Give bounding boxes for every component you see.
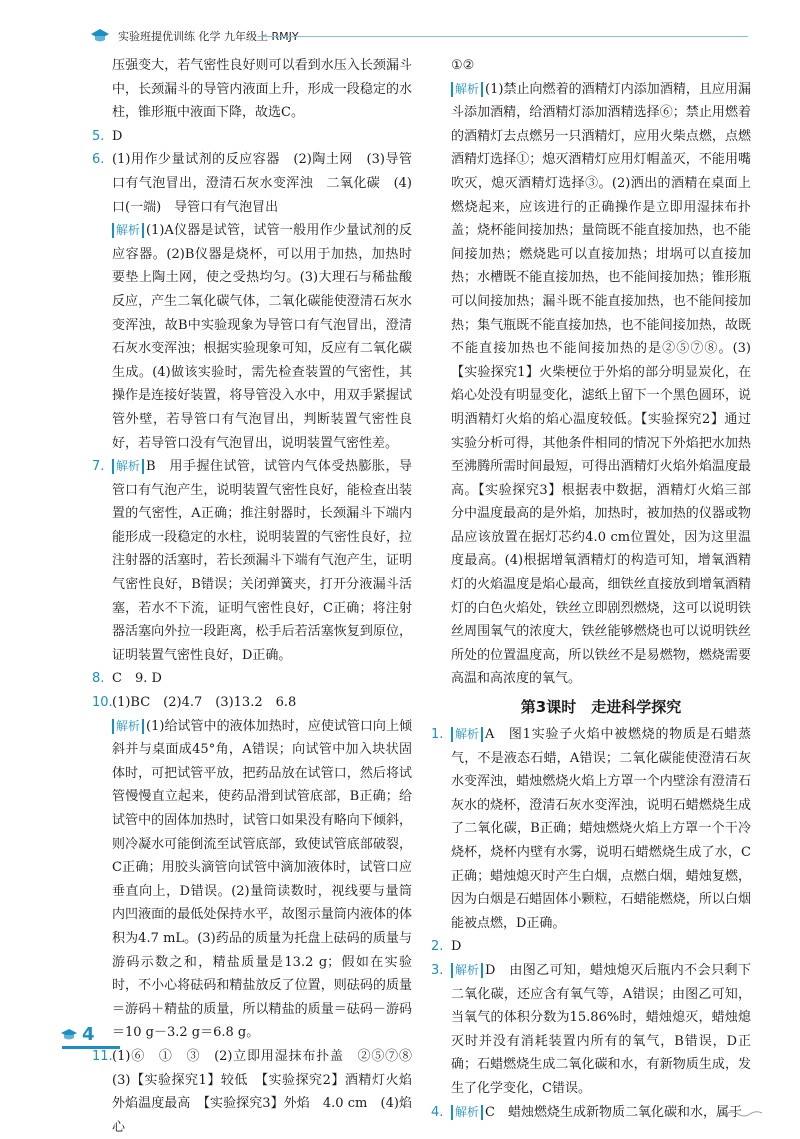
analysis-tag: 解析	[451, 727, 483, 742]
right-column	[431, 54, 751, 1124]
analysis-tag: 解析	[451, 82, 483, 97]
answer-item: 8. C 9. D	[92, 671, 162, 687]
analysis-tag: 解析	[112, 459, 144, 474]
answer-item: 5. D	[92, 128, 123, 144]
analysis-tag: 解析	[451, 963, 483, 978]
graduation-cap-icon	[90, 28, 110, 44]
explanation-item: 解析 (1)给试管中的液体加热时，应使试管口向上倾斜并与桌面成45°角，A错误；向试管中加入块状固体时，可把试管平放，把药品放在试管口，然后将试管慢慢直立起来，使药品滑到试管底部，B正确；给试管中的固体加热时，试管口如果没有略向下倾斜，则冷凝水可能倒流至试管底部，致使试管底部破裂，C正确；用胶头滴管向试管中滴加液体时，试管口应垂直向上，D错误。(2)量筒读数时，视线要与量筒内凹液面的最低处保持水平，故图示量筒内液体的体积为4.7 mL。(3)药品的质量为托盘上砝码的质量与游码示数之和，精盐质量是13.2 g；假如在实验时，不小心将砝码和精盐放反了位置，则砝码的质量＝游码＋精盐的质量，所以精盐的质量＝砝码－游码＝10 g－3.2 g＝6.8 g。	[112, 718, 412, 1041]
section-title: 第3课时 走进科学探究	[520, 698, 682, 717]
analysis-tag: 解析	[112, 719, 144, 734]
page-number-underline	[62, 1046, 120, 1049]
answer-item: 7. 解析 B 用手握住试管，试管内气体受热膨胀，导管口有气泡产生，说明装置气密性良好，能检查出装置的气密性，A正确；推注射器时，长颈漏斗下端内能形成一段稳定的水柱，说明装置的气密性良好，拉注射器的活塞时，若长颈漏斗下端有气泡产生，证明气密性良好，B错误；关闭弹簧夹，打开分液漏斗活塞，若水不下流，证明气密性良好，C正确；将注射器活塞向外拉一段距离，松手后若活塞恢复到原位，证明装置气密性良好，D正确。	[92, 459, 412, 663]
answer-item: 10.(1)BC (2)4.7 (3)13.2 6.8	[92, 695, 297, 711]
analysis-tag: 解析	[112, 223, 144, 238]
answer-item: 4. 解析 C 蜡烛燃烧生成新物质二氧化碳和水，属于	[431, 1104, 742, 1120]
header-title: 实验班提优训练 化学 九年级上 RMJY	[118, 30, 299, 43]
explanation-item: 解析 (1)A仪器是试管，试管一般用作少量试剂的反应容器。(2)B仪器是烧杯，可以用于加热，加热时要垫上陶土网，使之受热均匀。(3)大理石与稀盐酸反应，产生二氧化碳气体，二氧化碳能使澄清石灰水变浑浊，故B中实验现象为导管口有气泡冒出，澄清石灰水变浑浊；根据实验现象可知，反应有二氧化碳生成。(4)做该实验时，需先检查装置的气密性，其操作是连接好装置，将导管没入水中，用双手紧握试管外壁，若导管口有气泡冒出，判断装置气密性良好，若导管口没有气泡冒出，说明装置气密性差。	[112, 223, 412, 451]
graduation-cap-icon	[60, 1028, 78, 1042]
page-number-badge	[60, 1024, 95, 1045]
page-number: 4	[82, 1024, 95, 1045]
answer-item: 6. (1)用作少量试剂的反应容器 (2)陶土网 (3)导管口有气泡冒出，澄清石灰水变浑浊 二氧化碳 (4)口(一端) 导管口有气泡冒出	[92, 152, 412, 215]
analysis-tag: 解析	[451, 1105, 483, 1120]
answer-item: 3. 解析 D 由图乙可知，蜡烛熄灭后瓶内不会只剩下二氧化碳，还应含有氧气等，A错误；由图乙可知，当氧气的体积分数为15.86%时，蜡烛熄灭，蜡烛熄灭时并没有消耗装置内所有的氧气，B错误，D正确；石蜡燃烧生成二氧化碳和水，有新物质生成，发生了化学变化，C错误。	[431, 962, 751, 1096]
answer-item: 11.(1)⑥ ① ③ (2)立即用湿抹布扑盖 ②⑤⑦⑧ (3)【实验探究1】较低 【实验探究2】酒精灯火焰外焰温度最高 【实验探究3】外焰 4.0 cm (4)焰心	[92, 1048, 426, 1135]
answer-item: 1. 解析 A 图1实验子火焰中被燃烧的物质是石蜡蒸气，不是液态石蜡，A错误；二氧化碳能使澄清石灰水变浑浊，蜡烛燃烧火焰上方罩一个内壁涂有澄清石灰水的烧杯，澄清石灰水变浑浊，说明石蜡燃烧生成了二氧化碳，B正确；蜡烛燃烧火焰上方罩一个干冷烧杯，烧杯内壁有水雾，说明石蜡燃烧生成了水，C正确；蜡烛熄灭时产生白烟，点燃白烟，蜡烛复燃，因为白烟是石蜡固体小颗粒，石蜡能燃烧，所以白烟能被点燃，D正确。	[431, 727, 751, 931]
explanation-item: 解析 (1)禁止向燃着的酒精灯内添加酒精，且应用漏斗添加酒精，给酒精灯添加酒精选择⑥；禁止用燃着的酒精灯去点燃另一只酒精灯，应用火柴点燃，点燃酒精灯选择①；熄灭酒精灯应用灯帽盖灭，不能用嘴吹灭，熄灭酒精灯选择③。(2)洒出的酒精在桌面上燃烧起来，应该进行的正确操作是立即用湿抹布扑盖；烧杯能间接加热；量筒既不能直接加热，也不能间接加热；燃烧匙可以直接加热；坩埚可以直接加热；水槽既不能直接加热，也不能间接加热；锥形瓶可以间接加热；漏斗既不能直接加热，也不能间接加热；集气瓶既不能直接加热，也不能间接加热，故既不能直接加热也不能间接加热的是②⑤⑦⑧。(3)【实验探究1】火柴梗位于外焰的部分明显炭化，在焰心处没有明显变化，滤纸上留下一个黑色圆环，说明酒精灯火焰的焰心温度较低。【实验探究2】通过实验分析可得，其他条件相同的情况下外焰把水加热至沸腾所需时间最短，可得出酒精灯火焰外焰温度最高。【实验探究3】根据表中数据，酒精灯火焰三部分中温度最高的是外焰，加热时，被加热的仪器或物品应该放置在据灯芯约4.0 cm位置处，因为这里温度最高。(4)根据增氧酒精灯的构造可知，增氧酒精灯的火焰温度是焰心最高，细铁丝直接放到增氧酒精灯的白色火焰处，铁丝立即剧烈燃烧，这可以说明铁丝周围氧气的浓度大，铁丝能够燃烧也可以说明铁丝所处的位置温度高，所以铁丝不是易燃物，燃烧需要高温和高浓度的氧气。	[451, 81, 751, 687]
header-divider	[258, 36, 748, 37]
answer-item: ①②	[451, 58, 475, 73]
corner-decoration-icon	[724, 1108, 764, 1118]
answer-item: 2. D	[431, 939, 462, 955]
left-column	[92, 54, 426, 1139]
answer-item: 压强变大，若气密性良好则可以看到水压入长颈漏斗中，长颈漏斗的导管内液面上升，形成一段稳定的水柱，锥形瓶中液面下降，故选C。	[112, 58, 412, 121]
